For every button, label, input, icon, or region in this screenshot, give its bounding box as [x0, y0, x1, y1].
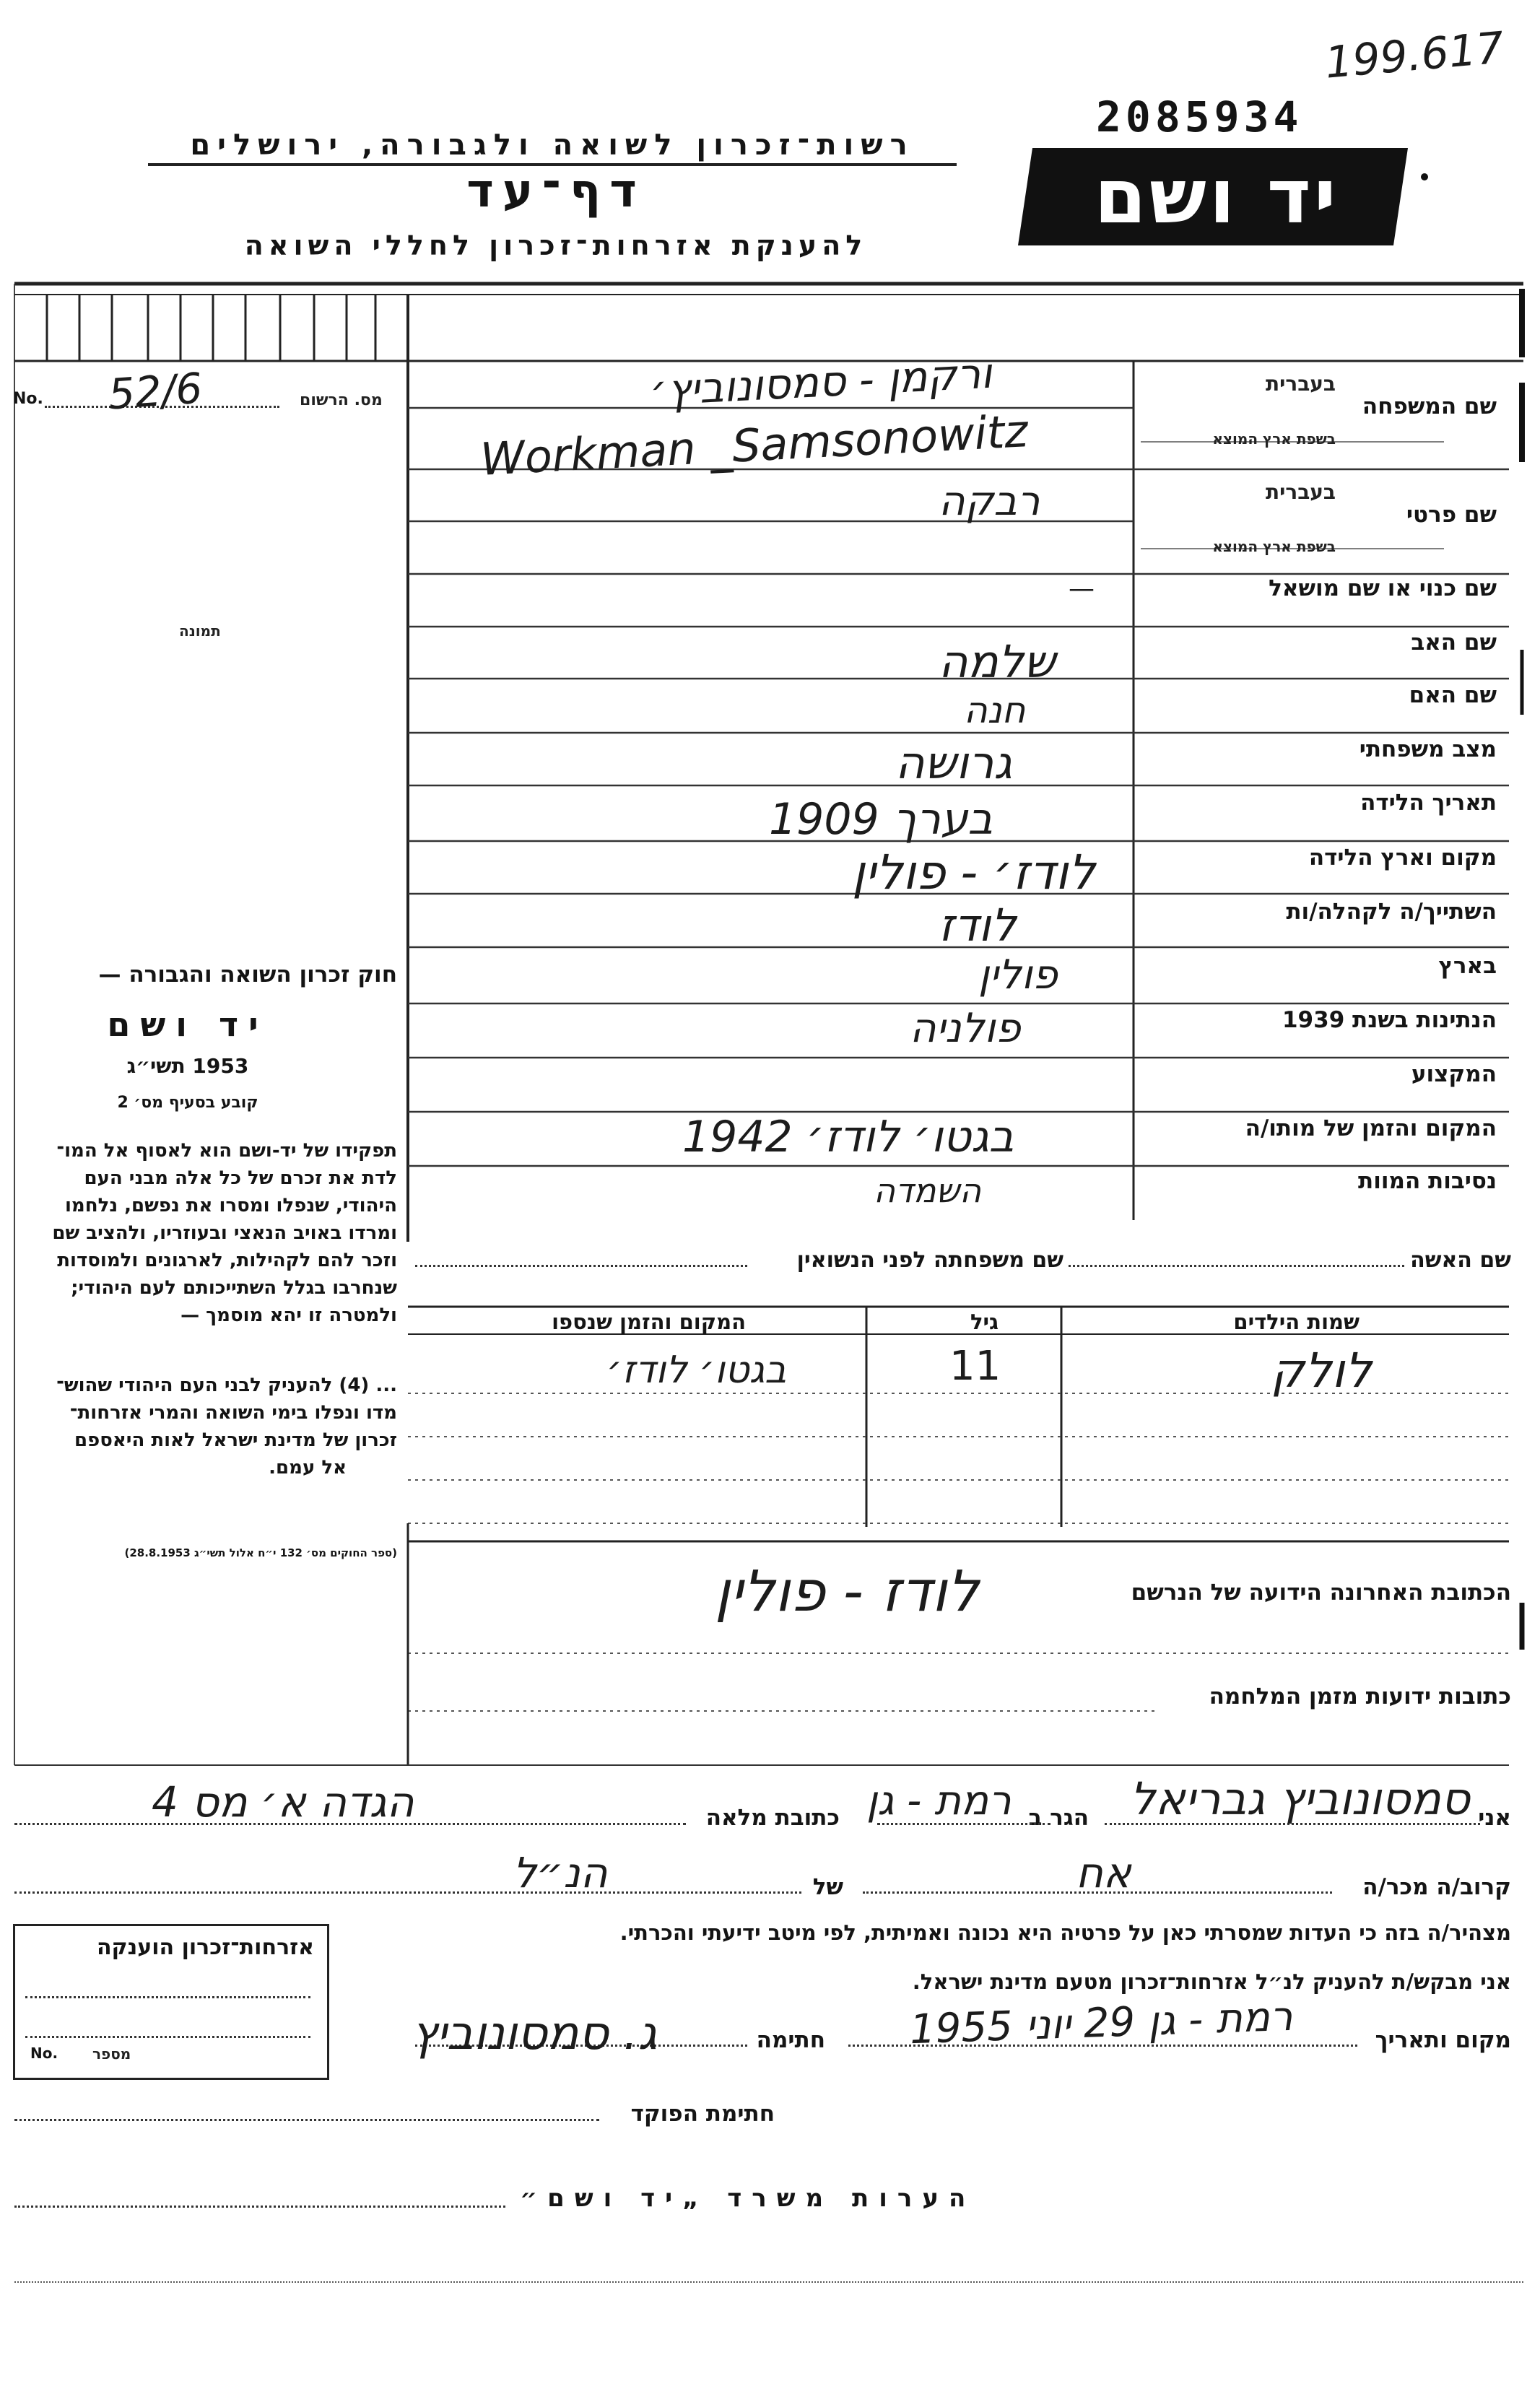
- value-death: בגטו׳ לודז׳ 1942: [682, 1112, 1014, 1162]
- logo-dot: [1421, 173, 1428, 180]
- of-dots: [14, 1891, 801, 1894]
- label-family-name: שם המשפחה: [1362, 393, 1497, 419]
- label-profession: המקצוע: [1411, 1061, 1497, 1087]
- value-nickname: —: [1069, 574, 1095, 604]
- law-line: תפקידו של יד-ושם הוא לאסוף אל המו־: [56, 1140, 397, 1162]
- law-citation: (ספר החוקים מס׳ 132 י״ח אלול תשי״ג 28.8.1953): [124, 1546, 397, 1559]
- label-full-address: כתובת מלאה: [705, 1805, 840, 1831]
- citizenship-box-title: אזרחות־זכרון הוענקה: [96, 1935, 314, 1960]
- child-row-place: בגטו׳ לודז׳: [606, 1349, 787, 1392]
- law-line: שנחרבו בגלל השתייכותם לעם היהודי;: [71, 1277, 397, 1299]
- citizenship-dots-1: [25, 1996, 310, 1998]
- value-father: שלמה: [939, 635, 1056, 688]
- value-birthplace: לודז׳ - פולין: [852, 845, 1096, 900]
- law-line: וזכר להם לקהילות, לארגונים ולמוסדות: [57, 1250, 397, 1271]
- label-birthplace: מקום וארץ הלידה: [1308, 845, 1497, 871]
- label-circumstances: נסיבות המוות: [1358, 1168, 1497, 1194]
- label-family-hebrew: בעברית: [1265, 372, 1336, 396]
- label-death: המקום והזמן של מותו/ה: [1245, 1115, 1497, 1141]
- label-wife: שם האשה: [1410, 1248, 1511, 1273]
- footer-rule: [14, 2281, 1523, 2283]
- label-officer-signature: חתימת הפוקד: [630, 2101, 775, 2127]
- reg-no-label: No.: [13, 390, 43, 408]
- law-paragraph-2: [18, 1372, 397, 1481]
- law-clause: קובע בסעיף מס׳ 2: [117, 1094, 258, 1112]
- law-line: ולמטרה זו יהא מוסמך —: [180, 1305, 397, 1326]
- value-declarant-name: סמסונוביץ גבריאל: [1130, 1772, 1470, 1825]
- value-birthdate: בערך 1909: [769, 794, 993, 845]
- value-address: הגדה א׳ מס 4: [152, 1777, 414, 1826]
- law-line: ... (4) להעניק לבני העם היהודי שהוש־: [56, 1375, 397, 1396]
- law-paragraph-1: [18, 1137, 397, 1329]
- label-ani: אני: [1478, 1805, 1511, 1831]
- label-signature: חתימה: [756, 2027, 825, 2053]
- label-birthdate: תאריך הלידה: [1360, 790, 1497, 816]
- label-last-address: הכתובת האחרונה הידועה של הנרשם: [1131, 1580, 1511, 1606]
- value-signature: ג. סמסונוביץ: [412, 2007, 657, 2060]
- label-marital: מצב משפחתי: [1359, 736, 1497, 762]
- law-line: ומרדו באויב הנאצי ובעוזריו, ולהציב שם: [52, 1222, 397, 1244]
- footer-remarks: הערות משרד „יד ושם״: [520, 2184, 976, 2213]
- value-last-address: לודז - פולין: [715, 1559, 979, 1624]
- record-number: 2085934: [1096, 92, 1303, 141]
- photo-label: תמונה: [179, 622, 221, 640]
- reg-no-value: 52/6: [106, 363, 204, 419]
- law-line: זכרון של מדינת ישראל לאות היאספם: [74, 1429, 397, 1451]
- value-country: פולין: [978, 952, 1058, 998]
- label-war-address: כתובות ידועות מזמן המלחמה: [1209, 1684, 1511, 1710]
- footer-dots: [14, 2206, 505, 2208]
- col-children-names: שמות הילדים: [1233, 1310, 1360, 1334]
- form-subtitle: להענקת אזרחות־זכרון לחללי השואה: [244, 230, 868, 261]
- label-mother: שם האם: [1409, 682, 1497, 708]
- law-line: לדת את זכרם של כל אלה מבני העם: [84, 1167, 397, 1189]
- col-children-age: גיל: [970, 1310, 999, 1334]
- label-community: השתייך/ה לקהלה/ות: [1286, 899, 1497, 925]
- label-citizenship: הנתינות בשנת 1939: [1282, 1007, 1497, 1033]
- label-father: שם האב: [1411, 630, 1497, 656]
- org-line: רשות־זכרון לשואה ולגבורה, ירושלים: [148, 129, 957, 166]
- child-row-age: 11: [949, 1343, 1001, 1390]
- law-year: 1953 תשי״ג: [126, 1054, 249, 1078]
- declaration-text: מצהיר/ה בזה כי העדות שמסרתי כאן על פרטיה היא נכונה ואמיתית, לפי מיטב ידיעתי והכרתי.: [619, 1920, 1511, 1945]
- request-text: אני מבקש/ת להעניק לנ״ל אזרחות־זכרון מטעם מדינת ישראל.: [912, 1969, 1511, 1994]
- label-first-origin: בשפת ארץ המוצא: [1212, 538, 1336, 555]
- law-name: יד ושם: [107, 1005, 269, 1044]
- value-family-name-he: ורקמן - סמסונוביץ׳: [648, 348, 993, 416]
- citizenship-no-label: No.: [30, 2045, 58, 2062]
- label-maiden: שם משפחתה לפני הנשואין: [796, 1248, 1063, 1273]
- label-country: בארץ: [1438, 953, 1497, 979]
- citizenship-dots-2: [25, 2036, 310, 2038]
- law-line: מדו ונפלו בימי השואה והמרי אזרחות־: [69, 1402, 397, 1424]
- label-resides: הגר ב: [1028, 1805, 1089, 1831]
- label-first-name: שם פרטי: [1406, 502, 1497, 528]
- value-citizenship: פולניה: [910, 1005, 1021, 1052]
- form-title: דף־עד: [466, 165, 645, 218]
- maiden-dots: [415, 1265, 747, 1267]
- wife-dots: [1069, 1265, 1404, 1267]
- value-city: רמת - גן: [866, 1777, 1012, 1824]
- child-row-name: לולק: [1271, 1343, 1372, 1398]
- reg-no-label-he: מס. הרשום: [300, 391, 383, 409]
- handwritten-archive-ref: 199.617: [1323, 22, 1506, 89]
- label-place-date: מקום ותאריך: [1375, 2027, 1511, 2053]
- col-children-place: המקום והזמן שנספו: [552, 1310, 746, 1334]
- value-relation: אח: [1076, 1848, 1131, 1897]
- value-place-date: רמת - גן 29 יוני 1955: [909, 1993, 1294, 2054]
- value-mother: חנה: [964, 689, 1026, 731]
- law-line: היהודי, שנפלו ומסרו את נפשם, נלחמו: [64, 1195, 397, 1216]
- label-relative: קרוב/ה מכר/ה: [1362, 1874, 1511, 1900]
- label-nickname: שם כנוי או שם מושאל: [1269, 575, 1497, 601]
- value-of: הנ״ל: [513, 1848, 608, 1897]
- value-family-name-latin: Workman _Samsonowitz: [479, 404, 1030, 486]
- label-family-origin: בשפת ארץ המוצא: [1212, 430, 1336, 448]
- value-circumstances: השמדה: [874, 1171, 982, 1210]
- law-line: אל עמם.: [269, 1457, 347, 1479]
- label-of: של: [812, 1874, 843, 1900]
- officer-dots: [14, 2119, 599, 2121]
- citizenship-number-label: מספר: [92, 2045, 131, 2063]
- law-title: חוק זכרון השואה והגבורה —: [98, 962, 397, 988]
- label-first-hebrew: בעברית: [1265, 480, 1336, 504]
- value-community: לודז: [939, 899, 1017, 952]
- value-first-name-he: רבקה: [939, 478, 1040, 525]
- yad-vashem-logo: יד ושם: [1094, 152, 1339, 240]
- value-marital: גרושה: [895, 736, 1012, 789]
